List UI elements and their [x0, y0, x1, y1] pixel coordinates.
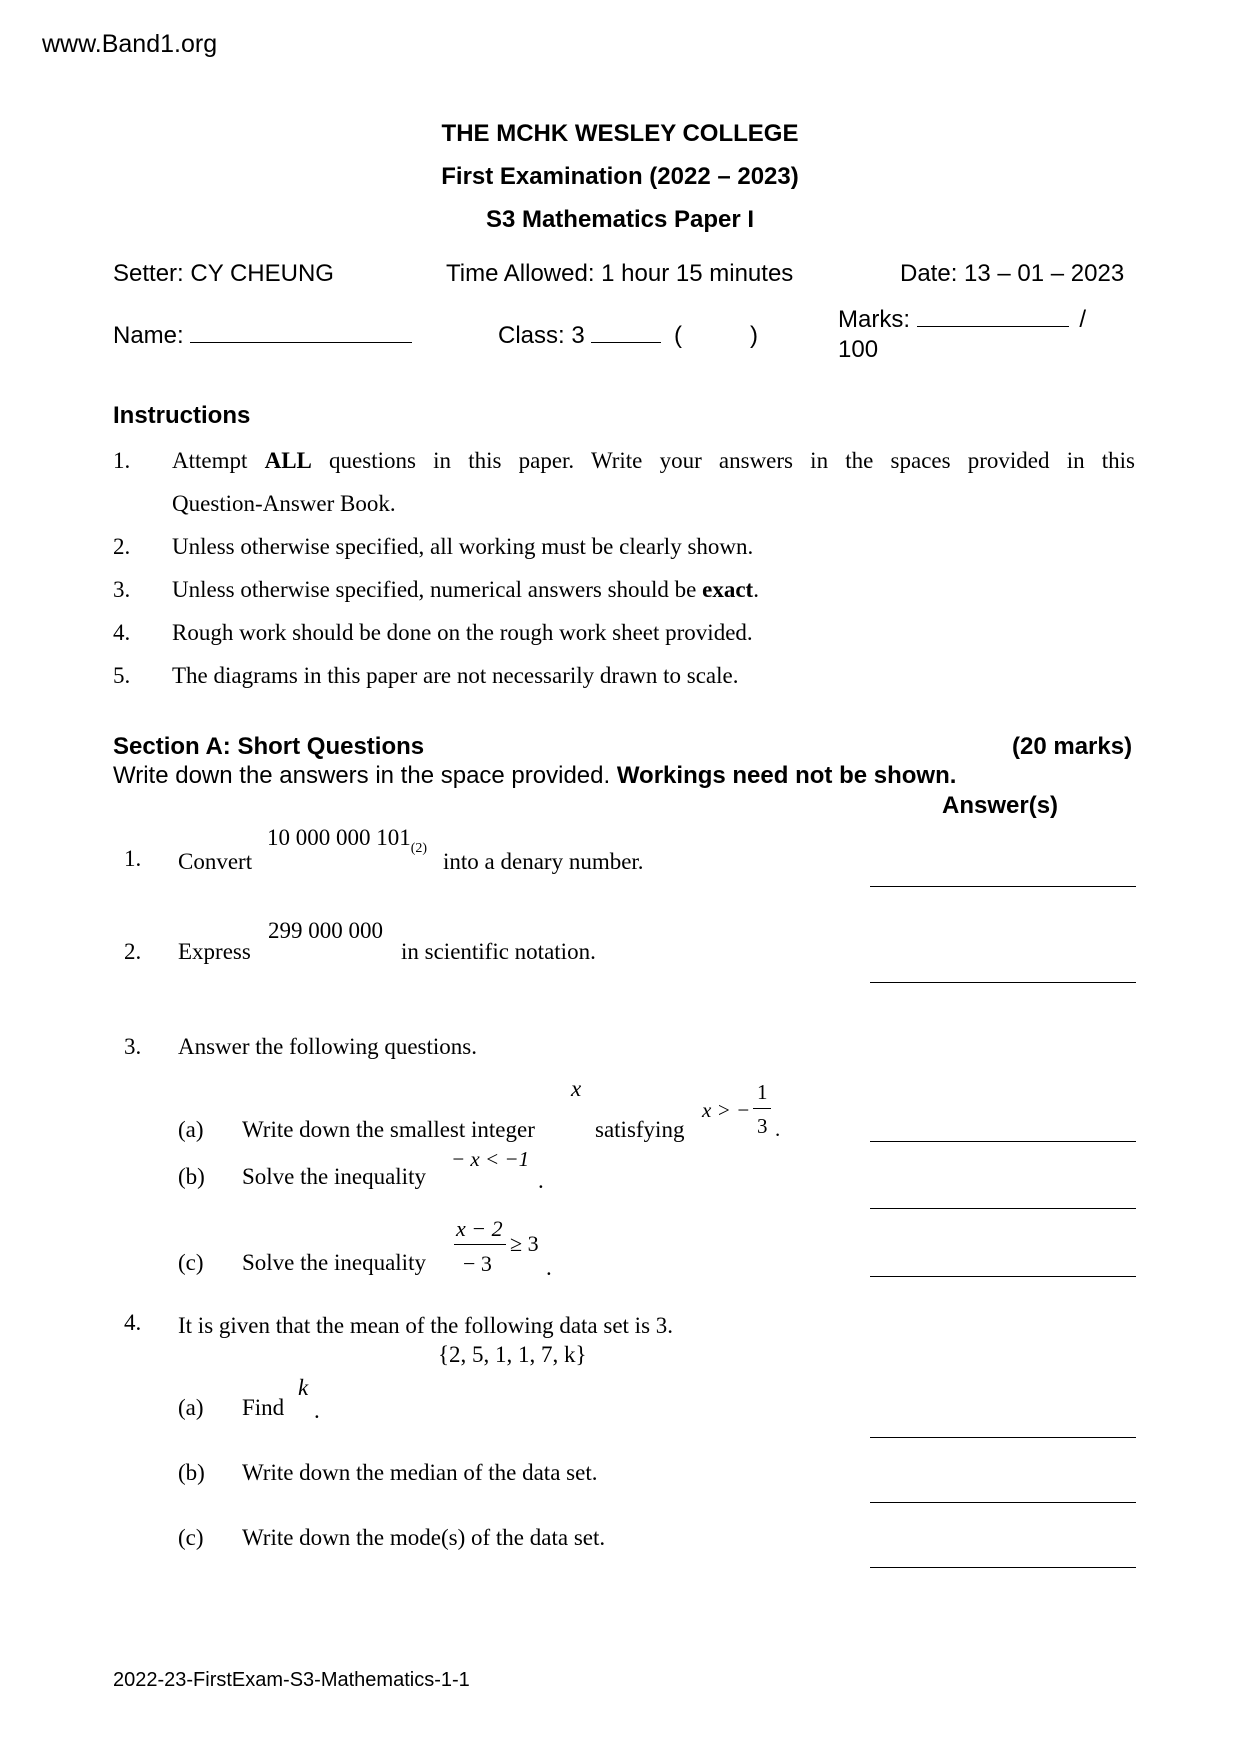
name-label: Name: — [113, 322, 184, 349]
instruction-number: 3. — [113, 577, 131, 602]
answer-line-q3b[interactable] — [870, 1208, 1136, 1209]
q3a-satisfying: satisfying — [595, 1117, 685, 1142]
class-blank[interactable] — [591, 322, 661, 343]
q3c-period: . — [546, 1255, 552, 1280]
q4a-text: Find — [242, 1395, 285, 1420]
instruction-number: 5. — [113, 663, 131, 688]
instruction-number: 1. — [113, 448, 131, 473]
instruction-bold: Workings need not be shown. — [616, 762, 957, 789]
answer-line-q2[interactable] — [870, 982, 1136, 983]
q4a-variable: k — [298, 1375, 309, 1400]
instructions-heading: Instructions — [113, 402, 251, 429]
instruction-text: questions in this paper. Write your answers in the spaces provided in this — [311, 448, 1135, 473]
instruction-text: Attempt — [172, 448, 265, 473]
question-number: 2. — [124, 939, 142, 964]
marks-field-group — [838, 306, 1086, 334]
instruction-item-5: The diagrams in this paper are not necessarily drawn to scale. — [172, 663, 739, 688]
q3-stem: Answer the following questions. — [178, 1034, 477, 1059]
marks-blank[interactable] — [917, 306, 1069, 327]
answer-line-q4c[interactable] — [870, 1567, 1136, 1568]
instruction-item-1 — [172, 448, 1135, 474]
q3a-fraction-bar — [753, 1108, 771, 1109]
q4-data-set: {2, 5, 1, 1, 7, k} — [438, 1342, 587, 1367]
q3b-inequality: − x < −1 — [451, 1147, 530, 1171]
q4-stem: It is given that the mean of the following data set is 3. — [178, 1313, 674, 1338]
base-subscript: (2) — [410, 841, 428, 856]
sub-question-label: (c) — [178, 1250, 204, 1275]
sub-question-label: (a) — [178, 1117, 204, 1142]
q3c-relation: ≥ 3 — [510, 1231, 539, 1256]
section-a-title: Section A: Short Questions — [113, 733, 425, 760]
q3c-text: Solve the inequality — [242, 1250, 426, 1275]
q1-text: into a denary number. — [443, 849, 644, 874]
q3b-period: . — [538, 1168, 544, 1193]
exam-title: First Examination (2022 – 2023) — [441, 163, 799, 190]
marks-total: 100 — [838, 336, 879, 363]
q4a-period: . — [314, 1398, 320, 1423]
binary-digits: 10 000 000 101 — [267, 825, 411, 850]
time-allowed-text: Time Allowed: 1 hour 15 minutes — [446, 260, 794, 287]
question-number: 1. — [124, 846, 142, 871]
q3c-fraction-denominator: − 3 — [463, 1251, 492, 1276]
answer-line-q4b[interactable] — [870, 1502, 1136, 1503]
class-number-paren-open: ( — [674, 322, 683, 349]
q4b-text: Write down the median of the data set. — [242, 1460, 598, 1485]
q1-binary-number — [267, 825, 427, 857]
watermark-text: www.Band1.org — [42, 30, 218, 58]
instruction-item-1-line2: Question-Answer Book. — [172, 491, 396, 516]
setter-text: Setter: CY CHEUNG — [113, 260, 334, 287]
q4c-text: Write down the mode(s) of the data set. — [242, 1525, 606, 1550]
date-text: Date: 13 – 01 – 2023 — [900, 260, 1125, 287]
q3b-text: Solve the inequality — [242, 1164, 426, 1189]
q3a-variable: x — [571, 1076, 582, 1101]
sub-question-label: (b) — [178, 1164, 205, 1189]
q2-text: in scientific notation. — [401, 939, 596, 964]
school-title: THE MCHK WESLEY COLLEGE — [441, 120, 799, 147]
q3c-fraction-numerator: x − 2 — [456, 1216, 503, 1241]
marks-slash: / — [1079, 306, 1087, 333]
q3a-fraction-numerator: 1 — [757, 1080, 768, 1104]
q3a-period: . — [775, 1117, 781, 1141]
section-a-marks: (20 marks) — [1012, 733, 1133, 760]
instruction-number: 4. — [113, 620, 131, 645]
q3a-fraction-denominator: 3 — [757, 1114, 768, 1138]
instruction-bold: exact — [702, 577, 754, 602]
q1-verb: Convert — [178, 849, 253, 874]
name-blank[interactable] — [190, 322, 412, 343]
section-a-instruction — [113, 762, 956, 790]
instruction-text: . — [753, 577, 759, 602]
answer-line-q3c[interactable] — [870, 1276, 1136, 1277]
class-field-group — [498, 322, 758, 350]
instruction-number: 2. — [113, 534, 131, 559]
answer-line-q3a[interactable] — [870, 1141, 1136, 1142]
paper-title: S3 Mathematics Paper I — [485, 206, 755, 233]
instruction-plain: Write down the answers in the space provided. — [113, 762, 617, 789]
q2-number: 299 000 000 — [268, 918, 383, 943]
q3c-fraction-bar — [454, 1244, 506, 1245]
footer-text: 2022-23-FirstExam-S3-Mathematics-1-1 — [113, 1669, 470, 1691]
sub-question-label: (c) — [178, 1525, 204, 1550]
sub-question-label: (a) — [178, 1395, 204, 1420]
q2-verb: Express — [178, 939, 251, 964]
sub-question-label: (b) — [178, 1460, 205, 1485]
answer-line-q1[interactable] — [870, 886, 1136, 887]
instruction-item-3 — [172, 577, 759, 603]
instruction-bold: ALL — [264, 448, 312, 473]
q3a-text: Write down the smallest integer — [242, 1117, 535, 1142]
instruction-item-4: Rough work should be done on the rough work sheet provided. — [172, 620, 753, 645]
instruction-text: Unless otherwise specified, numerical answers should be — [172, 577, 703, 602]
instruction-item-2: Unless otherwise specified, all working must be clearly shown. — [172, 534, 754, 559]
class-label: Class: 3 — [498, 322, 585, 349]
answer-line-q4a[interactable] — [870, 1437, 1136, 1438]
class-number-paren-close: ) — [750, 322, 759, 349]
marks-label: Marks: — [838, 306, 910, 333]
question-number: 4. — [124, 1310, 142, 1335]
question-number: 3. — [124, 1034, 142, 1059]
answers-heading: Answer(s) — [942, 792, 1059, 819]
q3a-inequality: x > − — [702, 1098, 751, 1122]
name-field-group — [113, 322, 412, 350]
